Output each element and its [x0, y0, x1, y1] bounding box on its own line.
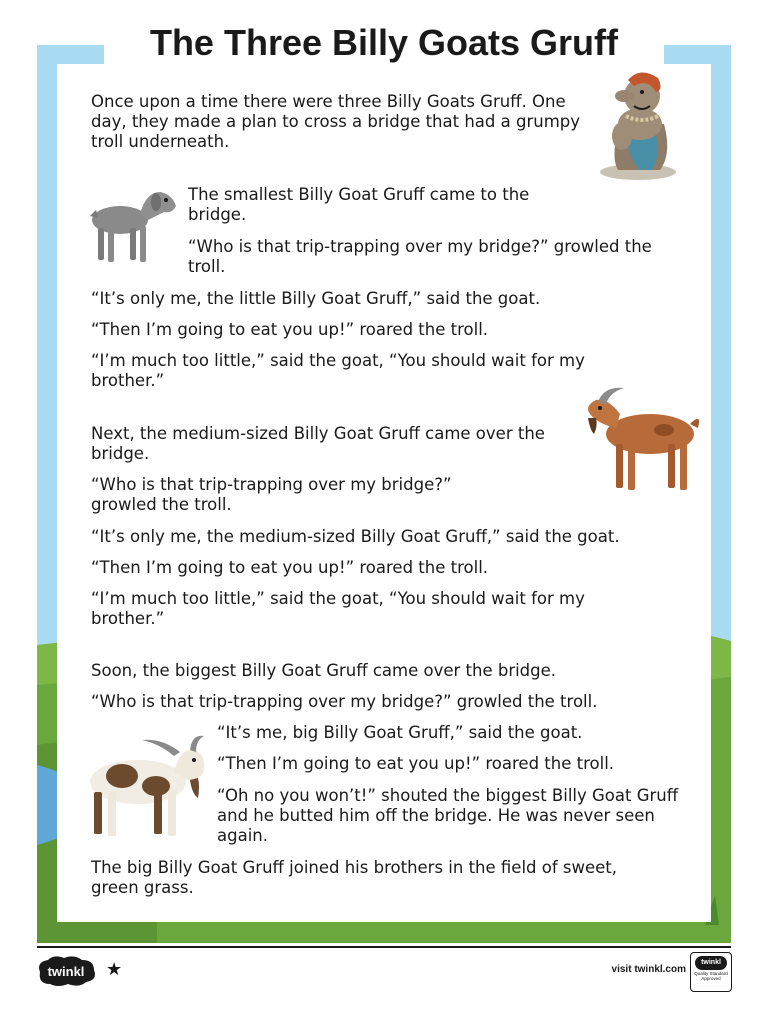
- twinkl-logo[interactable]: [34, 954, 98, 988]
- story-paragraph: “Who is that trip-trapping over my bridge?” growled the troll.: [91, 692, 598, 711]
- logo-text: twinkl: [47, 964, 85, 979]
- visit-link[interactable]: visit twinkl.com: [611, 964, 686, 975]
- story-paragraph: “Then I’m going to eat you up!” roared the troll.: [217, 754, 615, 773]
- story-paragraph: “Oh no you won’t!” shouted the biggest Billy Goat Gruff and he butted him off the bridge. He was never seen again.: [217, 786, 679, 845]
- story-paragraph: The big Billy Goat Gruff joined his brothers in the field of sweet, green grass.: [91, 858, 618, 897]
- small-goat-illustration: [82, 186, 178, 268]
- big-goat-illustration: [82, 730, 208, 842]
- footer-divider: [37, 946, 731, 948]
- story-paragraph: “Then I’m going to eat you up!” roared the troll.: [91, 558, 489, 577]
- story-paragraph: “It’s me, big Billy Goat Gruff,” said the goat.: [217, 723, 583, 742]
- story-paragraph: “It’s only me, the little Billy Goat Gruff,” said the goat.: [91, 289, 541, 308]
- quality-badge: [690, 952, 732, 992]
- story-paragraph: “I’m much too little,” said the goat, “You should wait for my brother.”: [91, 351, 585, 390]
- story-paragraph: “It’s only me, the medium-sized Billy Goat Gruff,” said the goat.: [91, 527, 620, 546]
- story-paragraph: “Then I’m going to eat you up!” roared the troll.: [91, 320, 489, 339]
- story-paragraph: Once upon a time there were three Billy Goats Gruff. One day, they made a plan to cross a bridge that had a grumpy troll underneath.: [91, 92, 581, 151]
- story-paragraph: “I’m much too little,” said the goat, “You should wait for my brother.”: [91, 589, 585, 628]
- story-paragraph: Next, the medium-sized Billy Goat Gruff came over the bridge.: [91, 424, 545, 463]
- troll-illustration: [590, 66, 690, 184]
- story-paragraph: “Who is that trip-trapping over my bridge?” growled the troll.: [91, 475, 452, 514]
- medium-goat-illustration: [580, 384, 704, 494]
- star-icon[interactable]: ★: [106, 959, 123, 980]
- badge-caption: Quality Standard Approved: [694, 971, 728, 981]
- story-paragraph: Soon, the biggest Billy Goat Gruff came over the bridge.: [91, 661, 557, 680]
- story-paragraph: “Who is that trip-trapping over my bridge?” growled the troll.: [188, 237, 652, 276]
- badge-logo-text: twinkl: [695, 956, 727, 970]
- story-paragraph: The smallest Billy Goat Gruff came to the bridge.: [188, 185, 530, 224]
- page-title: The Three Billy Goats Gruff: [104, 18, 664, 68]
